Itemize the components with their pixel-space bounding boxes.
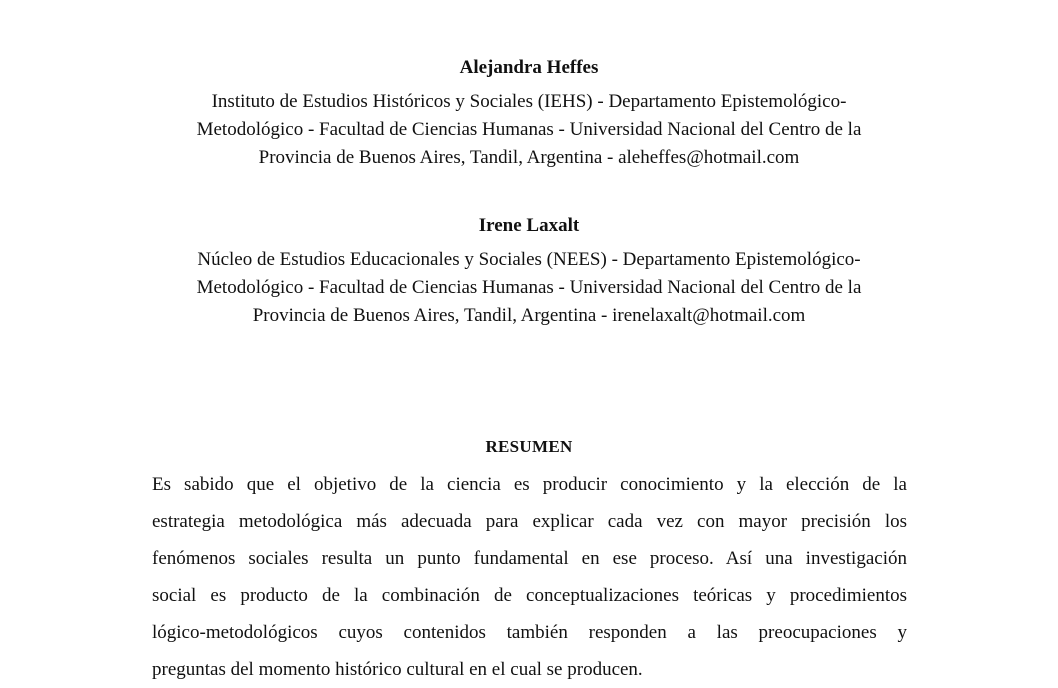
author-affiliation-line: Núcleo de Estudios Educacionales y Sociales (NEES) - Departamento Epistemológico-: [197, 249, 861, 270]
abstract-body: [152, 466, 907, 688]
author-block-heffes: [140, 56, 918, 172]
author-affiliation-line: Provincia de Buenos Aires, Tandil, Argentina - irenelaxalt@hotmail.com: [252, 305, 806, 326]
author-affiliation-line: Metodológico - Facultad de Ciencias Humanas - Universidad Nacional del Centro de la: [196, 277, 862, 298]
author-affiliation-line: Instituto de Estudios Históricos y Sociales (IEHS) - Departamento Epistemológico-: [211, 91, 847, 112]
author-affiliation-line: Metodológico - Facultad de Ciencias Humanas - Universidad Nacional del Centro de la: [196, 119, 862, 140]
abstract-heading: RESUMEN: [485, 437, 573, 456]
author-name: Irene Laxalt: [478, 215, 580, 236]
abstract-line: fenómenos sociales resulta un punto fundamental en ese proceso. Así una investigación: [152, 548, 907, 569]
abstract-line: preguntas del momento histórico cultural en el cual se producen.: [152, 659, 643, 680]
author-block-laxalt: [140, 214, 918, 330]
abstract-line: social es producto de la combinación de conceptualizaciones teóricas y procedimientos: [152, 585, 907, 606]
abstract-line: Es sabido que el objetivo de la ciencia es producir conocimiento y la elección de la: [152, 474, 907, 495]
author-affiliation-line: Provincia de Buenos Aires, Tandil, Argentina - aleheffes@hotmail.com: [258, 147, 800, 168]
abstract-line: estrategia metodológica más adecuada para explicar cada vez con mayor precisión los: [152, 511, 907, 532]
author-name: Alejandra Heffes: [459, 57, 599, 78]
abstract-line: lógico-metodológicos cuyos contenidos también responden a las preocupaciones y: [152, 622, 907, 643]
